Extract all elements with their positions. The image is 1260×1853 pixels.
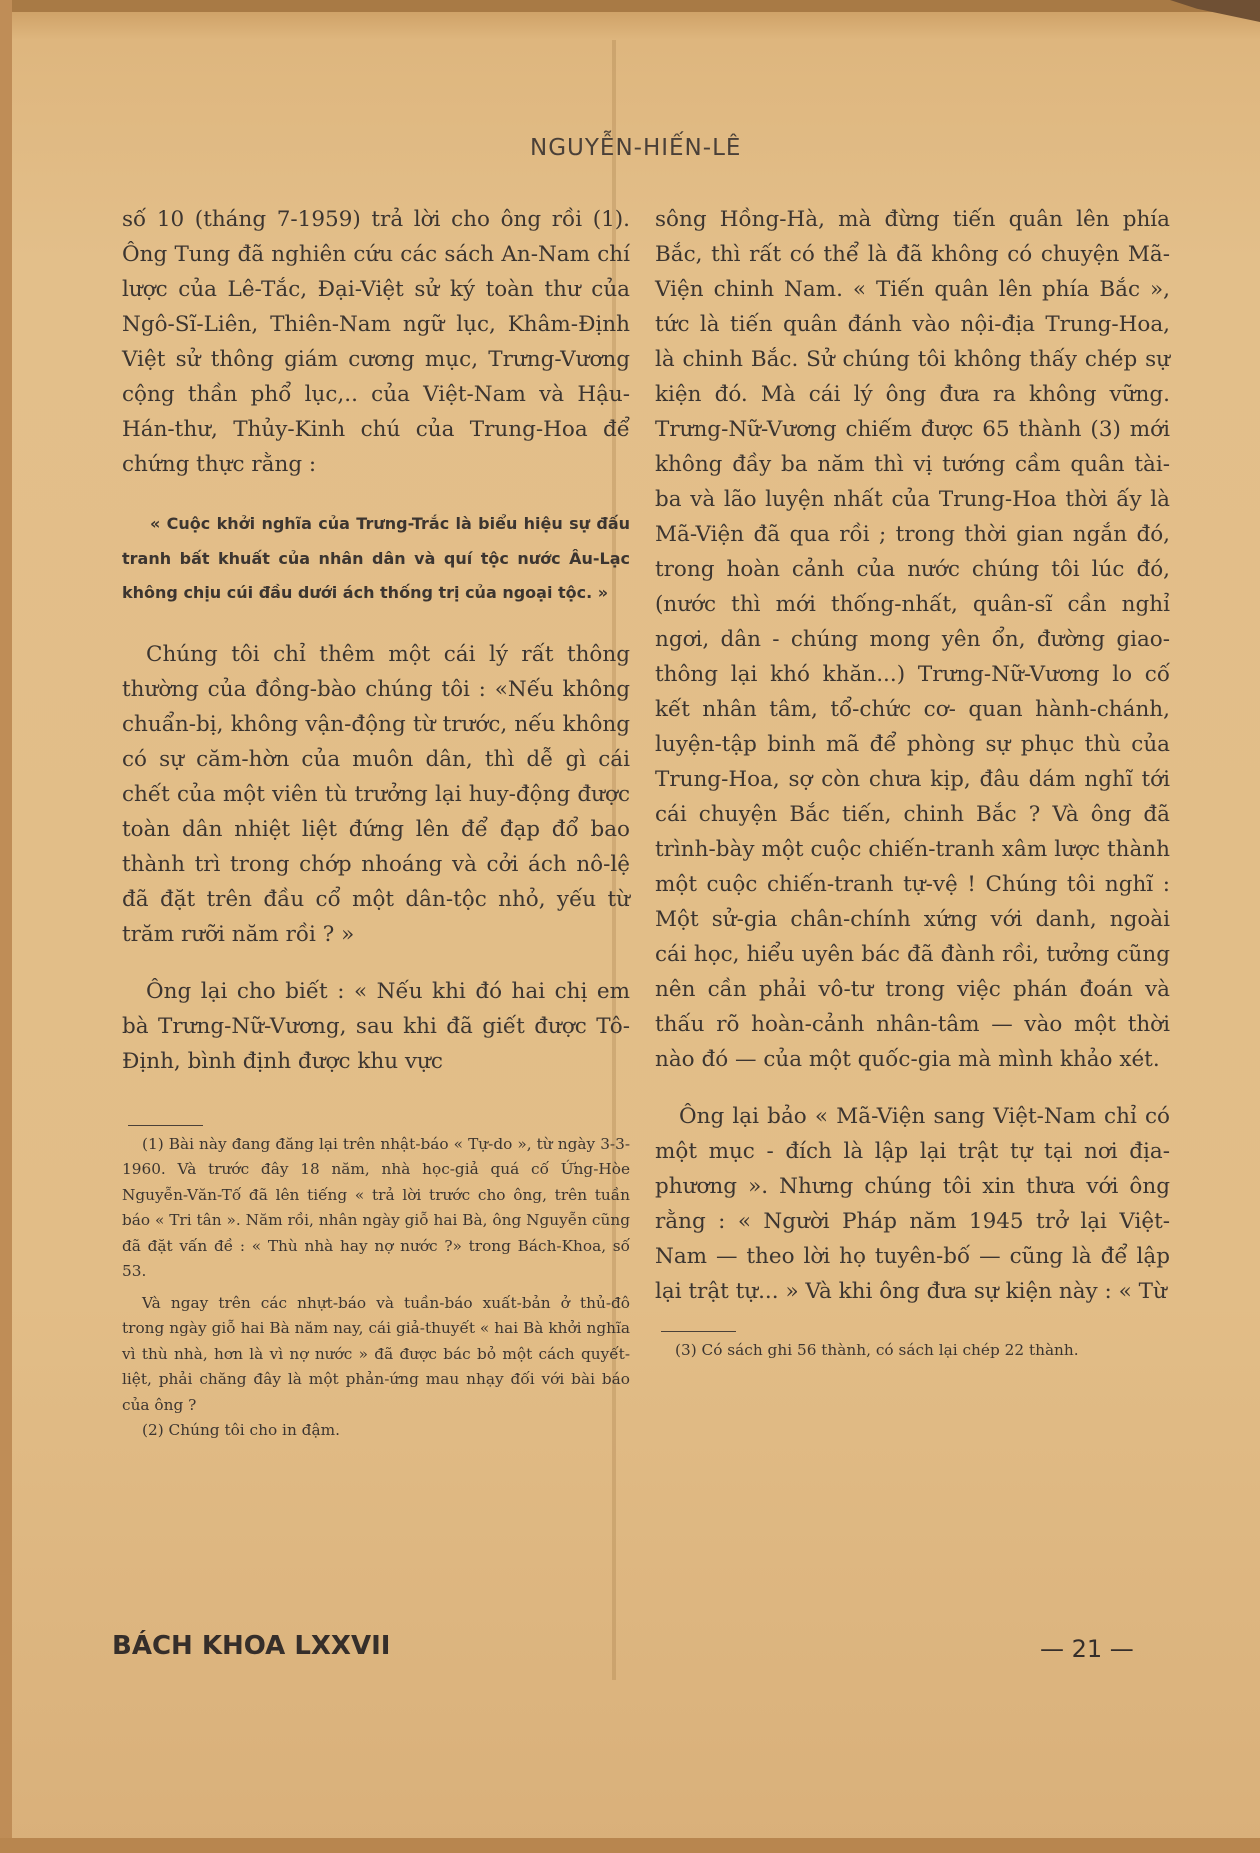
running-head: NGUYỄN-HIẾN-LÊ bbox=[530, 135, 742, 161]
left-footnotes bbox=[122, 1132, 630, 1444]
paper-edge-bottom bbox=[0, 1838, 1260, 1853]
paper-edge-left bbox=[0, 0, 12, 1853]
footnote-2: (2) Chúng tôi cho in đậm. bbox=[142, 1421, 340, 1439]
right-footnotes bbox=[655, 1338, 1170, 1364]
footnote-1-continued: Và ngay trên các nhựt-báo và tuần-báo xuất-bản ở thủ-đô trong ngày giỗ hai Bà năm nay, cái giả-thuyết « hai Bà khởi nghĩa vì thù nhà, hơn là vì nợ nước » đã được bác bỏ một cách quyết-liệt, phải chăng đây là một phản-ứng mau nhạy đối với bài báo của ông ? bbox=[122, 1293, 630, 1414]
paper-edge-top bbox=[0, 0, 1260, 12]
right-paragraph-2: Ông lại bảo « Mã-Viện sang Việt-Nam chỉ có một mục - đích là lập lại trật tự tại nơi địa-phương ». Nhưng chúng tôi xin thưa với ông rằng : « Người Pháp năm 1945 trở lại Việt-Nam — theo lời họ tuyên-bố — cũng là để lập lại trật tự... » Và khi ông đưa sự kiện này : « Từ bbox=[655, 1104, 1170, 1304]
footnote-rule-right bbox=[661, 1331, 736, 1332]
footnote-3: (3) Có sách ghi 56 thành, có sách lại chép 22 thành. bbox=[675, 1341, 1079, 1359]
left-column bbox=[122, 202, 630, 1444]
right-paragraph-1: sông Hồng-Hà, mà đừng tiến quân lên phía Bắc, thì rất có thể là đã không có chuyện Mã-Viện chinh Nam. « Tiến quân lên phía Bắc », tức là tiến quân đánh vào nội-địa Trung-Hoa, là chinh Bắc. Sử chúng tôi không thấy chép sự kiện đó. Mà cái lý ông đưa ra không vững. Trưng-Nữ-Vương chiếm được 65 thành (3) mới không đầy ba năm thì vị tướng cầm quân tài-ba và lão luyện nhất của Trung-Hoa thời ấy là Mã-Viện đã qua rồi ; trong thời gian ngắn đó, trong hoàn cảnh của nước chúng tôi lúc đó, (nước thì mới thống-nhất, quân-sĩ cần nghỉ ngơi, dân - chúng mong yên ổn, đường giao-thông lại khó khăn...) Trưng-Nữ-Vương lo cố kết nhân tâm, tổ-chức cơ- quan hành-chánh, luyện-tập binh mã để phòng sự phục thù của Trung-Hoa, sợ còn chưa kịp, đâu dám nghĩ tới cái chuyện Bắc tiến, chinh Bắc ? Và ông đã trình-bày một cuộc chiến-tranh xâm lược thành một cuộc chiến-tranh tự-vệ ! Chúng tôi nghĩ : Một sử-gia chân-chính xứng với danh, ngoài cái học, hiểu uyên bác đã đành rồi, tưởng cũng nên cần phải vô-tư trong việc phán đoán và thấu rõ hoàn-cảnh nhân-tâm — vào một thời nào đó — của một quốc-gia mà mình khảo xét. bbox=[655, 207, 1170, 1072]
magazine-name: BÁCH KHOA LXXVII bbox=[112, 1631, 391, 1661]
left-paragraph-3: Ông lại cho biết : « Nếu khi đó hai chị em bà Trưng-Nữ-Vương, sau khi đã giết được Tô-Định, bình định được khu vực bbox=[122, 978, 630, 1074]
bold-quote: « Cuộc khởi nghĩa của Trưng-Trắc là biểu hiệu sự đấu tranh bất khuất của nhân dân và quí tộc nước Âu-Lạc không chịu cúi đầu dưới ách thống trị của ngoại tộc. » bbox=[122, 514, 630, 602]
page-number: — 21 — bbox=[1040, 1635, 1134, 1663]
footnote-1: (1) Bài này đang đăng lại trên nhật-báo « Tự-do », từ ngày 3-3-1960. Và trước đây 18 năm, nhà học-giả quá cố Ứng-Hòe Nguyễn-Văn-Tố đã lên tiếng « trả lời trước cho ông, trên tuần báo « Tri tân ». Năm rồi, nhân ngày giỗ hai Bà, ông Nguyễn cũng đã đặt vấn đề : « Thù nhà hay nợ nước ?» trong Bách-Khoa, số 53. bbox=[122, 1134, 630, 1280]
left-paragraph-1: số 10 (tháng 7-1959) trả lời cho ông rồi (1). Ông Tung đã nghiên cứu các sách An-Nam chí lược của Lê-Tắc, Đại-Việt sử ký toàn thư của Ngô-Sĩ-Liên, Thiên-Nam ngữ lục, Khâm-Định Việt sử thông giám cương mục, Trưng-Vương cộng thần phổ lục,.. của Việt-Nam và Hậu-Hán-thư, Thủy-Kinh chú của Trung-Hoa để chứng thực rằng : bbox=[122, 207, 630, 477]
footnote-rule bbox=[128, 1125, 203, 1126]
right-column bbox=[655, 202, 1170, 1364]
left-paragraph-2: Chúng tôi chỉ thêm một cái lý rất thông thường của đồng-bào chúng tôi : «Nếu không chuẩn-bị, không vận-động từ trước, nếu không có sự căm-hờn của muôn dân, thì dễ gì cái chết của một viên tù trưởng lại huy-động được toàn dân nhiệt liệt đứng lên để đạp đổ bao thành trì trong chớp nhoáng và cởi ách nô-lệ đã đặt trên đầu cổ một dân-tộc nhỏ, yếu từ trăm rưỡi năm rồi ? » bbox=[122, 641, 630, 947]
